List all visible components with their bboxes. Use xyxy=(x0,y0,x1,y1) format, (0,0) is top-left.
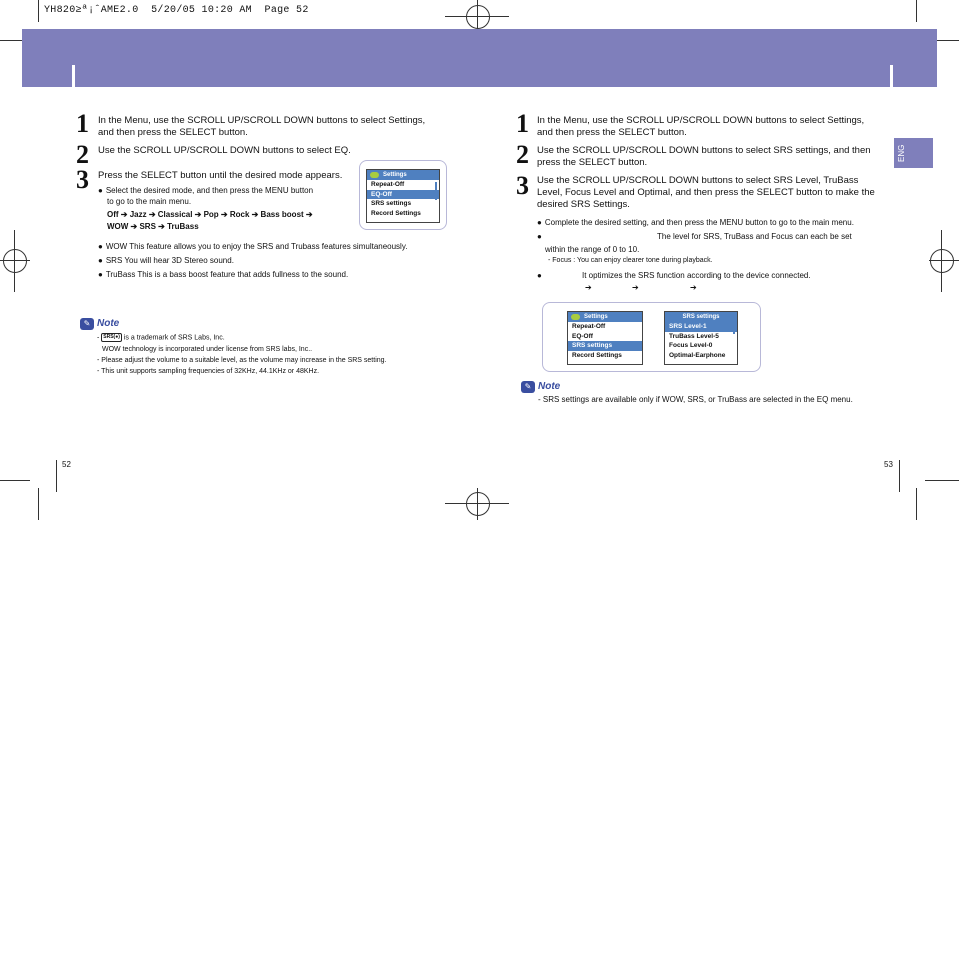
print-slug: YH820≥ª¡ˆAME2.0 5/20/05 10:20 AM Page 52 xyxy=(44,5,309,16)
language-tab-label: ENG xyxy=(897,144,906,162)
step-text: In the Menu, use the SCROLL UP/SCROLL DOWN buttons to select Settings, and then press the SELECT button. xyxy=(98,115,426,138)
srs-logo: SRS(●) xyxy=(103,334,120,340)
bullet-marker: ● xyxy=(537,232,542,241)
screen-row: SRS settings xyxy=(371,200,412,207)
crop-mark xyxy=(56,460,57,492)
device-screen xyxy=(366,169,440,223)
device-screens-frame xyxy=(542,302,761,372)
screen-row: Repeat-Off xyxy=(371,181,405,188)
registration-mark-circle xyxy=(930,249,954,273)
step-text: Press the SELECT button until the desired mode appears. xyxy=(98,170,343,181)
crop-mark xyxy=(937,40,959,41)
feature-item: ● SRS You will hear 3D Stereo sound. xyxy=(98,255,234,266)
note-wow: WOW technology is incorporated under license from SRS labs, Inc.. xyxy=(102,346,313,353)
settings-icon xyxy=(370,172,379,178)
step-text: Use the SCROLL UP/SCROLL DOWN buttons to select SRS Level, TruBass Level, Focus Level and Optimal, and then press the SELECT button to make the desired SRS Settings. xyxy=(537,175,875,210)
screen-row-selected: EQ-Off xyxy=(367,190,439,200)
screen-title: Settings xyxy=(568,312,642,322)
bullet-subnote: - Focus : You can enjoy clearer tone during playback. xyxy=(548,257,713,264)
note-text: - SRS settings are available only if WOW, SRS, or TruBass are selected in the EQ menu. xyxy=(538,395,853,404)
bullet-item: ● Complete the desired setting, and then press the MENU button to go to the main menu. xyxy=(537,217,854,228)
device-screen xyxy=(664,311,738,365)
step-number: 1 xyxy=(76,109,89,138)
registration-mark-circle xyxy=(466,5,490,29)
step-text: In the Menu, use the SCROLL UP/SCROLL DOWN buttons to select Settings, and then press the SELECT button. xyxy=(537,115,865,138)
arrow: ➔ xyxy=(585,283,592,292)
note-trademark: - SRS(●) is a trademark of SRS Labs, Inc. xyxy=(97,334,225,342)
arrow: ➔ xyxy=(690,283,697,292)
screen-row-selected: SRS Level-1 xyxy=(665,322,737,332)
crop-mark xyxy=(916,0,917,22)
crop-mark xyxy=(0,480,30,481)
step-text: Use the SCROLL UP/SCROLL DOWN buttons to select EQ. xyxy=(98,145,351,156)
screen-row-selected: SRS settings xyxy=(568,341,642,351)
language-tab xyxy=(894,138,933,168)
device-screen xyxy=(567,311,643,365)
screen-title: Settings xyxy=(367,170,439,180)
page-number: 53 xyxy=(884,460,893,469)
crop-mark xyxy=(38,488,39,520)
screen-title: SRS settings xyxy=(665,312,737,322)
step-number: 3 xyxy=(76,165,89,194)
screen-row: EQ-Off xyxy=(572,332,593,340)
bullet-item: The level for SRS, TruBass and Focus can each be set xyxy=(657,232,852,241)
screen-row: Focus Level-0 xyxy=(669,342,713,349)
feature-item: ● TruBass This is a bass boost feature that adds fullness to the sound. xyxy=(98,269,348,280)
header-band xyxy=(22,29,937,87)
screen-row: Repeat-Off xyxy=(572,323,606,330)
note-label: Note xyxy=(97,318,120,329)
screen-row: Record Settings xyxy=(572,351,622,359)
crop-mark xyxy=(899,460,900,492)
arrow: ➔ xyxy=(632,283,639,292)
screen-row: Optimal-Earphone xyxy=(669,351,726,359)
step-number: 1 xyxy=(516,109,529,138)
device-screen-frame xyxy=(359,160,447,230)
bullet-item: It optimizes the SRS function according to the device connected. xyxy=(582,271,811,280)
step3-bullet-cont: to go to the main menu. xyxy=(107,197,192,206)
step-number: 3 xyxy=(516,171,529,200)
feature-item: ● WOW This feature allows you to enjoy the SRS and Trubass features simultaneously. xyxy=(98,241,407,252)
bullet-item-cont: within the range of 0 to 10. xyxy=(545,245,640,254)
screen-row: TruBass Level-5 xyxy=(669,332,719,340)
note-icon: ✎ xyxy=(521,381,535,393)
step-number: 2 xyxy=(76,140,89,169)
step-text: Use the SCROLL UP/SCROLL DOWN buttons to select SRS settings, and then press the SELECT button. xyxy=(537,145,871,168)
crop-mark xyxy=(38,0,39,22)
note-icon: ✎ xyxy=(80,318,94,330)
note-label: Note xyxy=(538,381,561,392)
band-notch xyxy=(72,65,75,87)
registration-mark-circle xyxy=(3,249,27,273)
bullet-marker: ● xyxy=(537,271,542,280)
crop-mark xyxy=(925,480,959,481)
band-notch xyxy=(890,65,893,87)
screen-scrollbar xyxy=(733,324,735,334)
step3-bullet: ● Select the desired mode, and then press the MENU button xyxy=(98,185,313,196)
screen-scrollbar xyxy=(435,182,437,200)
screen-row: Record Settings xyxy=(371,209,421,217)
settings-icon xyxy=(571,314,580,320)
note-volume: - Please adjust the volume to a suitable level, as the volume may increase in the SRS setting. xyxy=(97,357,387,364)
page-number: 52 xyxy=(62,460,71,469)
eq-modes: Off ➔ Jazz ➔ Classical ➔ Pop ➔ Rock ➔ Bass boost ➔ xyxy=(107,210,313,219)
crop-mark xyxy=(0,40,22,41)
eq-modes: WOW ➔ SRS ➔ TruBass xyxy=(107,222,199,231)
note-sampling: - This unit supports sampling frequencies of 32KHz, 44.1KHz or 48KHz. xyxy=(97,368,320,375)
registration-mark-circle xyxy=(466,492,490,516)
note-trademark-text: is a trademark of SRS Labs, Inc. xyxy=(123,334,225,342)
crop-mark xyxy=(916,488,917,520)
step-number: 2 xyxy=(516,140,529,169)
